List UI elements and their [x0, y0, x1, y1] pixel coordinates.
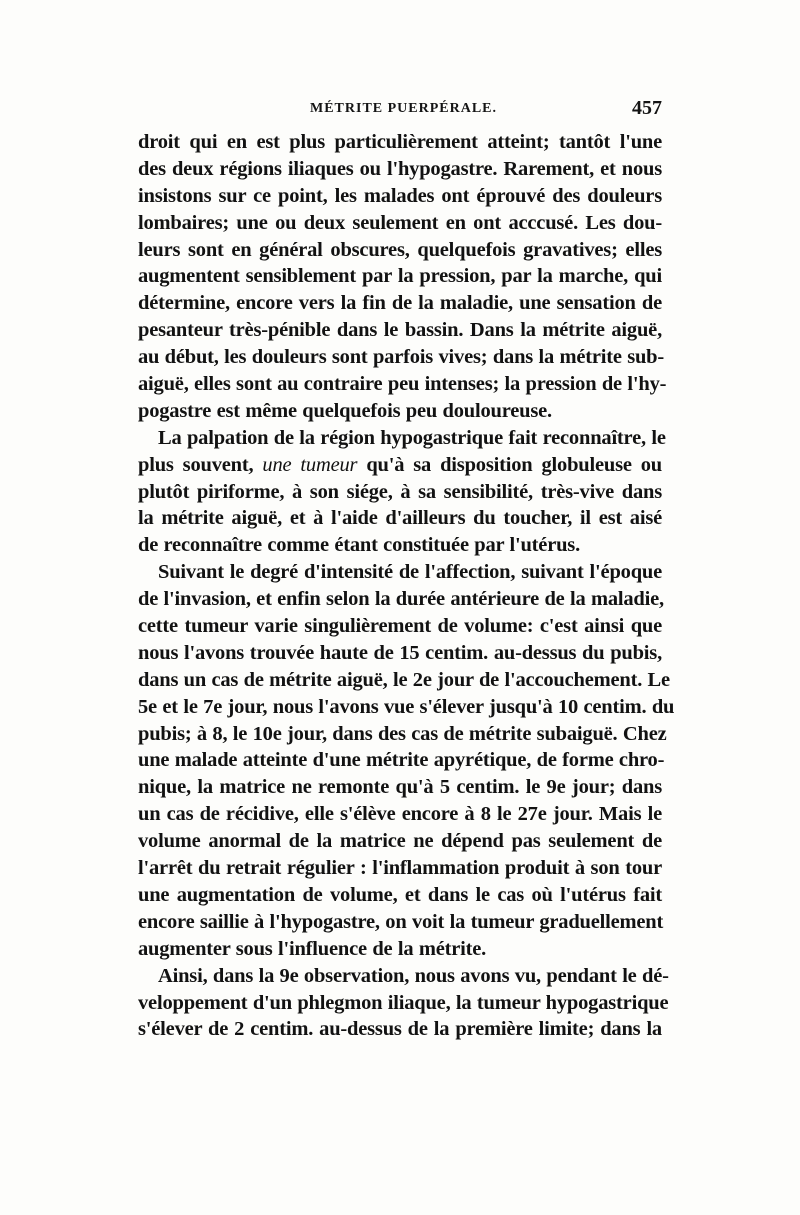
text-line: s'élever de 2 centim. au-dessus de la première limite; dans la	[138, 1018, 662, 1041]
text-segment: qu'à sa disposition globuleuse ou	[357, 453, 662, 476]
text-line: de l'invasion, et enfin selon la durée antérieure de la maladie,	[138, 588, 664, 611]
text-line: pogastre est même quelquefois peu douloureuse.	[138, 399, 552, 422]
text-line: nous l'avons trouvée haute de 15 centim. au-dessus du pubis,	[138, 641, 662, 664]
text-line: aiguë, elles sont au contraire peu intenses; la pression de l'hy-	[138, 373, 667, 396]
text-segment: plus souvent,	[138, 453, 263, 476]
text-line: pesanteur très-pénible dans le bassin. Dans la métrite aiguë,	[138, 319, 662, 342]
text-line: cette tumeur varie singulièrement de volume: c'est ainsi que	[138, 615, 662, 638]
text-line: un cas de récidive, elle s'élève encore à 8 le 27e jour. Mais le	[138, 803, 662, 826]
text-line: volume anormal de la matrice ne dépend pas seulement de	[138, 830, 662, 853]
text-line: leurs sont en général obscures, quelquefois gravatives; elles	[138, 238, 662, 261]
text-line: de reconnaître comme étant constituée par l'utérus.	[138, 534, 581, 557]
text-line: l'arrêt du retrait régulier : l'inflammation produit à son tour	[138, 857, 662, 880]
text-line: veloppement d'un phlegmon iliaque, la tumeur hypogastrique	[138, 991, 669, 1014]
text-line: Ainsi, dans la 9e observation, nous avons vu, pendant le dé-	[158, 964, 669, 987]
text-line: dans un cas de métrite aiguë, le 2e jour de l'accouchement. Le	[138, 668, 670, 691]
body-text	[138, 129, 675, 1043]
text-line: insistons sur ce point, les malades ont éprouvé des douleurs	[138, 184, 662, 207]
text-line: au début, les douleurs sont parfois vives; dans la métrite sub-	[138, 346, 665, 369]
emphasis-text: une tumeur	[262, 453, 358, 476]
text-line: une augmentation de volume, et dans le cas où l'utérus fait	[138, 883, 662, 906]
text-line: encore saillie à l'hypogastre, on voit la tumeur graduellement	[138, 910, 664, 933]
running-title: MÉTRITE PUERPÉRALE.	[310, 101, 498, 116]
text-line: détermine, encore vers la fin de la maladie, une sensation de	[138, 292, 662, 315]
text-line: la métrite aiguë, et à l'aide d'ailleurs du toucher, il est aisé	[138, 507, 662, 530]
text-line: augmentent sensiblement par la pression, par la marche, qui	[138, 265, 662, 288]
running-head	[138, 97, 662, 121]
text-line-with-emphasis	[138, 452, 662, 479]
text-line: pubis; à 8, le 10e jour, dans des cas de métrite subaiguë. Chez	[138, 722, 667, 745]
text-line: La palpation de la région hypogastrique fait reconnaître, le	[158, 426, 666, 449]
text-line: nique, la matrice ne remonte qu'à 5 centim. le 9e jour; dans	[138, 776, 662, 799]
text-line: droit qui en est plus particulièrement atteint; tantôt l'une	[138, 131, 662, 153]
text-line: augmenter sous l'influence de la métrite.	[138, 937, 487, 960]
text-line: lombaires; une ou deux seulement en ont acccusé. Les dou-	[138, 211, 662, 234]
text-line: 5e et le 7e jour, nous l'avons vue s'élever jusqu'à 10 centim. du	[138, 695, 675, 718]
text-line: Suivant le degré d'intensité de l'affection, suivant l'époque	[158, 561, 662, 584]
text-line: plutôt piriforme, à son siége, à sa sensibilité, très-vive dans	[138, 480, 662, 503]
text-line: une malade atteinte d'une métrite apyrétique, de forme chro-	[138, 749, 665, 772]
text-line: des deux régions iliaques ou l'hypogastre. Rarement, et nous	[138, 157, 662, 180]
page-number: 457	[632, 97, 662, 119]
